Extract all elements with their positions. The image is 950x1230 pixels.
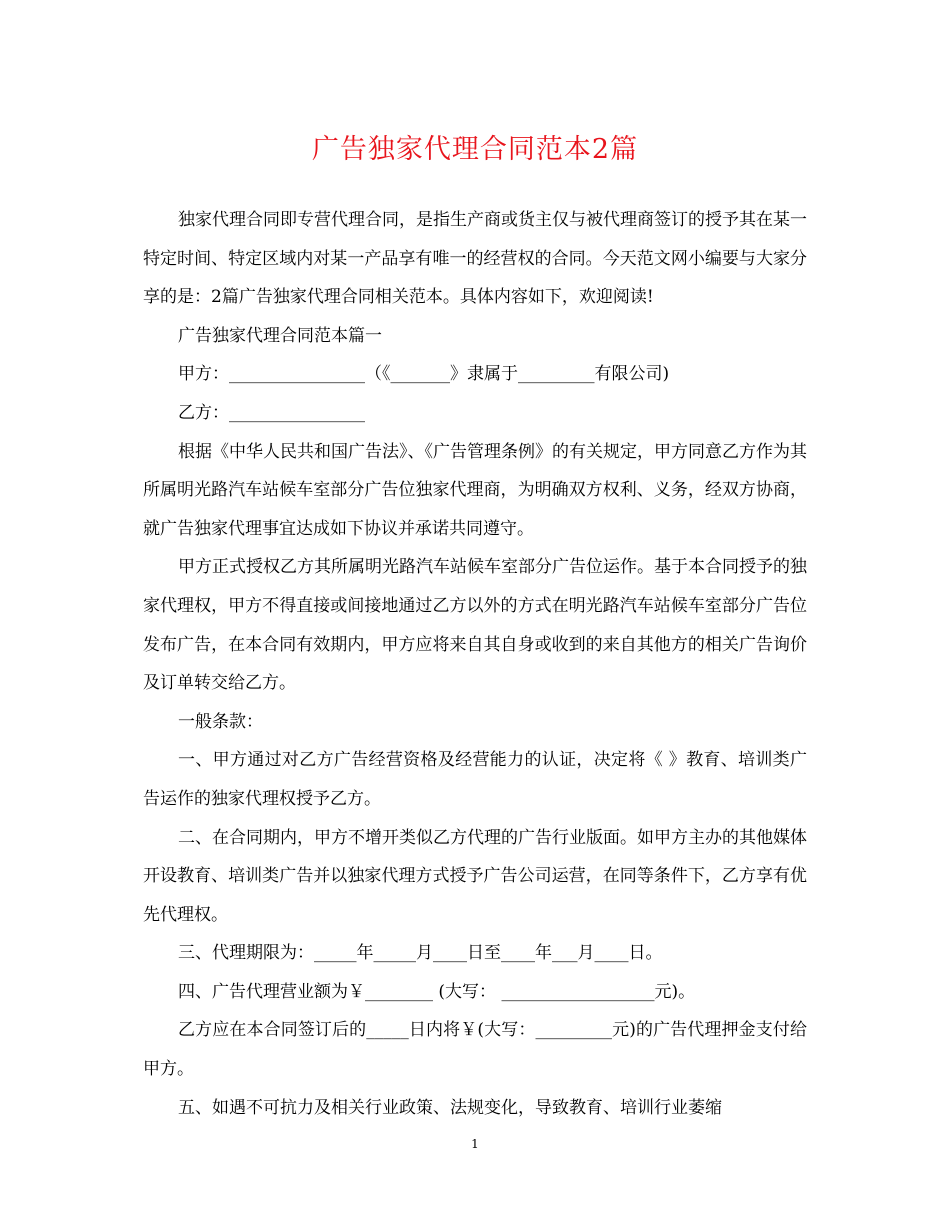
section-heading: 广告独家代理合同范本篇一: [178, 325, 382, 346]
party-a-line: 甲方：________________（《_______》隶属于_________有限公司): [178, 364, 670, 385]
authorization-paragraph: 甲方正式授权乙方其所属明光路汽车站候车室部分广告位运作。基于本合同授予的独家代理权，甲方不得直接或间接地通过乙方以外的方式在明光路汽车站候车室部分广告位发布广告，在本合同有效期内，甲方应将来自其自身或收到的来自其他方的相关广告询价及订单转交给乙方。: [143, 557, 807, 694]
document-title: 广告独家代理合同范本2篇: [311, 134, 639, 165]
clause-3: 三、代理期限为：_____年_____月____日至____年___月____日。: [178, 943, 663, 964]
page-number: 1: [471, 1137, 479, 1151]
general-terms-heading: 一般条款：: [178, 711, 263, 732]
clause-4: 四、广告代理营业额为￥________ (大写： __________________元)。: [178, 981, 696, 1002]
document-body: [143, 201, 807, 1127]
clause-2: 二、在合同期内，甲方不增开类似乙方代理的广告行业版面。如甲方主办的其他媒体开设教育、培训类广告并以独家代理方式授予广告公司运营，在同等条件下，乙方享有优先代理权。: [143, 827, 807, 925]
clause-1: 一、甲方通过对乙方广告经营资格及经营能力的认证，决定将《 》教育、培训类广告运作的独家代理权授予乙方。: [143, 750, 807, 809]
legal-basis-paragraph: 根据《中华人民共和国广告法》、《广告管理条例》的有关规定，甲方同意乙方作为其所属明光路汽车站候车室部分广告位独家代理商，为明确双方权利、义务，经双方协商，就广告独家代理事宜达成如下协议并承诺共同遵守。: [143, 441, 807, 539]
deposit-paragraph: 乙方应在本合同签订后的_____日内将￥(大写：_________元)的广告代理押金支付给甲方。: [143, 1020, 807, 1080]
intro-paragraph: 独家代理合同即专营代理合同，是指生产商或货主仅与被代理商签订的授予其在某一特定时间、特定区域内对某一产品享有唯一的经营权的合同。今天范文网小编要与大家分享的是：2篇广告独家代理合同相关范本。具体内容如下，欢迎阅读!: [143, 210, 807, 308]
party-b-line: 乙方：________________: [178, 402, 365, 423]
clause-5: 五、如遇不可抗力及相关行业政策、法规变化，导致教育、培训行业萎缩: [178, 1097, 722, 1118]
